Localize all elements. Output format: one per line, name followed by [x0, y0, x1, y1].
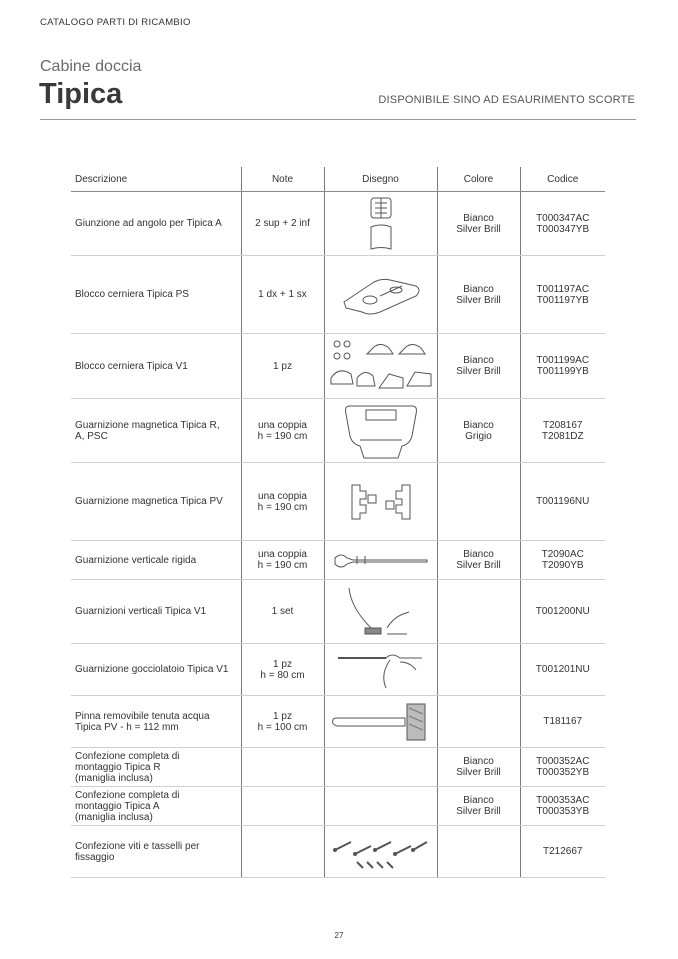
availability-note: DISPONIBILE SINO AD ESAURIMENTO SCORTE: [378, 94, 635, 106]
cell-text-line: Confezione completa di: [75, 750, 180, 762]
column-header-codice: Codice: [520, 167, 605, 192]
cell-text-line: Pinna removibile tenuta acqua: [75, 710, 210, 722]
cell-text-line: Blocco cerniera Tipica PS: [75, 289, 189, 300]
corner-joint-icon: [325, 195, 437, 253]
cell-text-line: Guarnizione verticale rigida: [75, 554, 197, 566]
column-header-disegno: Disegno: [324, 167, 437, 192]
cell-text-line: T000353YB: [536, 806, 590, 817]
removable-fin-icon: [325, 700, 437, 744]
cell-text-line: T000352YB: [536, 767, 590, 778]
table-row: [71, 696, 605, 748]
cell-codice: [520, 826, 605, 878]
cell-descrizione: [71, 192, 241, 256]
cell-colore: [437, 580, 520, 644]
page-title: Tipica: [39, 78, 123, 110]
hinge-block-icon: [325, 270, 437, 320]
cell-colore: [437, 644, 520, 696]
column-header-colore: Colore: [437, 167, 520, 192]
cell-note: [241, 787, 324, 826]
column-header-descrizione: Descrizione: [71, 167, 241, 192]
cell-text-line: h = 80 cm: [260, 669, 305, 681]
cell-text-line: Bianco: [463, 419, 494, 431]
cell-text-line: Silver Brill: [456, 366, 501, 377]
cell-colore: [437, 256, 520, 334]
cell-codice: [520, 192, 605, 256]
cell-note: [241, 644, 324, 696]
cell-text-line: montaggio Tipica R: [75, 761, 161, 773]
cell-text-line: 1 pz: [273, 710, 292, 722]
vertical-gaskets-icon: [325, 584, 437, 640]
cell-text-line: 1 dx + 1 sx: [258, 289, 307, 300]
cell-disegno: [324, 463, 437, 541]
cell-codice: [520, 644, 605, 696]
cell-disegno: [324, 826, 437, 878]
cell-codice: [520, 334, 605, 399]
cell-text-line: Guarnizione gocciolatoio Tipica V1: [75, 664, 229, 675]
cell-text-line: T001201NU: [535, 664, 590, 675]
drip-gasket-icon: [325, 648, 437, 692]
cell-text-line: 1 set: [271, 606, 294, 617]
cell-codice: [520, 580, 605, 644]
cell-text-line: Bianco: [463, 212, 494, 224]
screws-anchors-icon: [325, 830, 437, 874]
cell-text-line: T208167: [543, 419, 583, 431]
cell-note: [241, 696, 324, 748]
cell-text-line: Silver Brill: [456, 806, 501, 817]
cell-text-line: Silver Brill: [456, 223, 501, 235]
cell-colore: [437, 334, 520, 399]
catalog-label: CATALOGO PARTI DI RICAMBIO: [40, 17, 191, 28]
cell-codice: [520, 696, 605, 748]
cell-text-line: T001197YB: [536, 294, 589, 306]
cell-text-line: Silver Brill: [456, 767, 501, 778]
spare-parts-table: [71, 167, 605, 878]
cell-descrizione: [71, 644, 241, 696]
cell-text-line: Bianco: [463, 283, 494, 295]
cell-text-line: T212667: [543, 846, 583, 857]
cell-descrizione: [71, 463, 241, 541]
magnetic-gasket-pv-icon: [325, 477, 437, 527]
cell-disegno: [324, 644, 437, 696]
cell-text-line: T2090AC: [541, 549, 584, 560]
cell-note: [241, 748, 324, 787]
cell-text-line: h = 190 cm: [257, 501, 308, 513]
table-row: [71, 399, 605, 463]
cell-text-line: T000353AC: [536, 795, 590, 806]
cell-text-line: una coppia: [258, 549, 307, 560]
cell-text-line: 1 pz: [273, 360, 292, 372]
hinge-set-icon: [325, 336, 437, 396]
cell-descrizione: [71, 256, 241, 334]
table-row: [71, 644, 605, 696]
cell-text-line: 1 pz: [273, 658, 292, 670]
cell-note: [241, 463, 324, 541]
category-subtitle: Cabine doccia: [40, 58, 142, 75]
table-row: [71, 787, 605, 826]
cell-text-line: (maniglia inclusa): [75, 811, 153, 823]
cell-text-line: T000347YB: [536, 223, 590, 235]
cell-text-line: T2090YB: [541, 560, 584, 571]
cell-colore: [437, 748, 520, 787]
cell-text-line: T001199AC: [536, 355, 590, 366]
cell-colore: [437, 541, 520, 580]
cell-note: [241, 826, 324, 878]
cell-codice: [520, 748, 605, 787]
rigid-gasket-icon: [325, 550, 437, 570]
cell-text-line: Bianco: [463, 795, 494, 806]
cell-disegno: [324, 192, 437, 256]
cell-note: [241, 256, 324, 334]
cell-text-line: Bianco: [463, 549, 494, 560]
table-row: [71, 463, 605, 541]
cell-disegno: [324, 580, 437, 644]
cell-text-line: T001197AC: [536, 283, 590, 295]
cell-text-line: Confezione completa di: [75, 789, 180, 801]
table-row: [71, 541, 605, 580]
magnetic-gasket-icon: [325, 400, 437, 462]
cell-disegno: [324, 399, 437, 463]
cell-note: [241, 541, 324, 580]
cell-text-line: una coppia: [258, 490, 307, 502]
cell-codice: [520, 787, 605, 826]
cell-descrizione: [71, 334, 241, 399]
cell-disegno: [324, 334, 437, 399]
cell-descrizione: [71, 399, 241, 463]
cell-text-line: Bianco: [463, 355, 494, 366]
cell-text-line: 2 sup + 2 inf: [255, 218, 310, 229]
cell-disegno: [324, 696, 437, 748]
cell-text-line: h = 190 cm: [257, 560, 308, 571]
cell-disegno: [324, 256, 437, 334]
cell-descrizione: [71, 696, 241, 748]
cell-text-line: Confezione viti e tasselli per: [75, 840, 200, 852]
page-number: 27: [334, 931, 344, 940]
table-row: [71, 334, 605, 399]
cell-text-line: Grigio: [465, 430, 492, 442]
cell-text-line: A, PSC: [75, 430, 108, 442]
cell-descrizione: [71, 580, 241, 644]
cell-colore: [437, 399, 520, 463]
cell-text-line: fissaggio: [75, 851, 115, 863]
cell-codice: [520, 399, 605, 463]
cell-text-line: Silver Brill: [456, 560, 501, 571]
table-row: [71, 748, 605, 787]
cell-text-line: Silver Brill: [456, 294, 501, 306]
cell-text-line: Giunzione ad angolo per Tipica A: [75, 218, 222, 229]
cell-descrizione: [71, 826, 241, 878]
cell-text-line: T001199YB: [536, 366, 589, 377]
cell-codice: [520, 541, 605, 580]
table-row: [71, 256, 605, 334]
table-row: [71, 580, 605, 644]
cell-text-line: montaggio Tipica A: [75, 800, 160, 812]
cell-text-line: Guarnizioni verticali Tipica V1: [75, 606, 207, 617]
table-header-row: [71, 167, 605, 192]
cell-note: [241, 334, 324, 399]
column-header-note: Note: [241, 167, 324, 192]
cell-colore: [437, 826, 520, 878]
cell-text-line: Guarnizione magnetica Tipica R,: [75, 419, 220, 431]
cell-colore: [437, 192, 520, 256]
cell-descrizione: [71, 787, 241, 826]
cell-note: [241, 192, 324, 256]
cell-text-line: h = 100 cm: [257, 721, 308, 733]
cell-text-line: T181167: [543, 716, 583, 727]
cell-codice: [520, 256, 605, 334]
cell-note: [241, 399, 324, 463]
header-divider: [40, 119, 636, 120]
cell-disegno: [324, 748, 437, 787]
cell-text-line: T000347AC: [536, 212, 590, 224]
cell-text-line: (maniglia inclusa): [75, 772, 153, 784]
cell-text-line: Blocco cerniera Tipica V1: [75, 360, 188, 372]
cell-text-line: T001196NU: [536, 496, 590, 507]
table-row: [71, 826, 605, 878]
cell-text-line: h = 190 cm: [257, 430, 308, 442]
cell-colore: [437, 463, 520, 541]
cell-colore: [437, 787, 520, 826]
cell-descrizione: [71, 748, 241, 787]
table-row: [71, 192, 605, 256]
cell-text-line: T000352AC: [536, 756, 590, 767]
cell-disegno: [324, 541, 437, 580]
cell-text-line: una coppia: [258, 419, 307, 431]
cell-text-line: Tipica PV - h = 112 mm: [75, 721, 179, 733]
cell-text-line: T001200NU: [535, 606, 590, 617]
cell-descrizione: [71, 541, 241, 580]
cell-codice: [520, 463, 605, 541]
cell-disegno: [324, 787, 437, 826]
cell-note: [241, 580, 324, 644]
cell-colore: [437, 696, 520, 748]
cell-text-line: Bianco: [463, 756, 494, 767]
cell-text-line: Guarnizione magnetica Tipica PV: [75, 496, 223, 507]
cell-text-line: T2081DZ: [541, 430, 584, 442]
